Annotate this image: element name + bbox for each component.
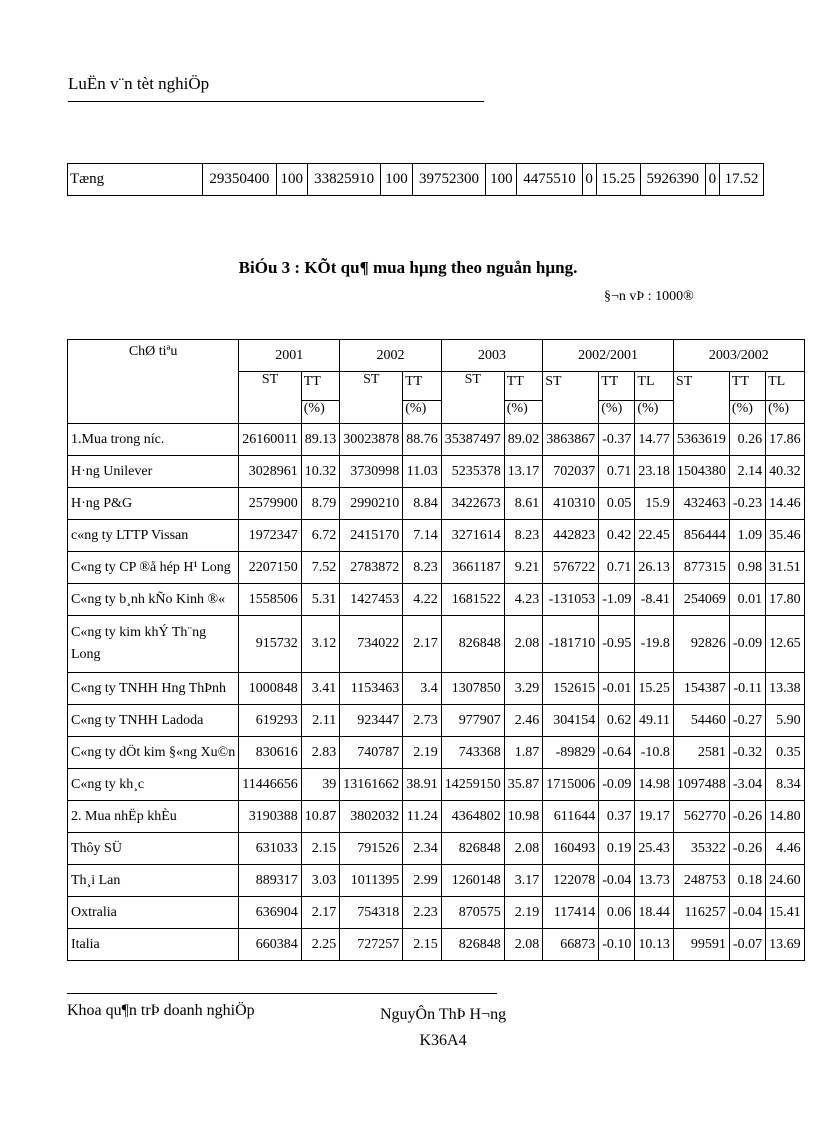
table-cell: 19.17 [635, 801, 674, 833]
footer-author [380, 1002, 506, 1054]
row-label: H·ng P&G [68, 488, 239, 520]
sub-tt: TT [301, 372, 340, 401]
table-cell: 25.43 [635, 833, 674, 865]
table-cell: 15.41 [766, 897, 805, 929]
sub-pct: (%) [301, 401, 340, 424]
table-cell: -0.10 [599, 929, 635, 961]
table-cell: -181710 [543, 616, 599, 673]
table-cell: 826848 [441, 616, 504, 673]
table-row [68, 488, 805, 520]
table-cell: 2.08 [504, 929, 543, 961]
table-cell: 791526 [340, 833, 403, 865]
table-caption: BiÓu 3 : KÕt qu¶ mua hµng theo nguån hµng. [238, 258, 578, 277]
table-cell: 2.17 [301, 897, 340, 929]
total-cell: 5926390 [640, 164, 705, 196]
table-cell: 2.08 [504, 616, 543, 673]
row-label: C«ng ty TNHH Ladoda [68, 705, 239, 737]
table-cell: 11.24 [403, 801, 442, 833]
table-cell: 0.26 [729, 424, 765, 456]
row-label: H·ng Unilever [68, 456, 239, 488]
table-cell: 727257 [340, 929, 403, 961]
sub-pct: (%) [766, 401, 805, 424]
row-header-label: ChØ tiªu [68, 340, 239, 424]
table-cell: 2.34 [403, 833, 442, 865]
table-cell: 14.46 [766, 488, 805, 520]
sub-pct: (%) [599, 401, 635, 424]
table-cell: 2581 [673, 737, 729, 769]
table-cell: 1.09 [729, 520, 765, 552]
table-cell: 1427453 [340, 584, 403, 616]
table-cell: 13161662 [340, 769, 403, 801]
table-cell: 14.77 [635, 424, 674, 456]
total-cell: 29350400 [203, 164, 277, 196]
table-cell: 562770 [673, 801, 729, 833]
author-name: NguyÔn ThÞ H¬ng [380, 1006, 507, 1023]
table-cell: 740787 [340, 737, 403, 769]
sub-tt: TT [729, 372, 765, 401]
total-cell: 17.52 [719, 164, 763, 196]
author-class: K36A4 [419, 1032, 467, 1049]
table-cell: 17.80 [766, 584, 805, 616]
table-cell: 304154 [543, 705, 599, 737]
table-cell: -0.27 [729, 705, 765, 737]
table-cell: 2.15 [301, 833, 340, 865]
table-row [68, 737, 805, 769]
table-cell: 2.14 [729, 456, 765, 488]
table-cell: 8.84 [403, 488, 442, 520]
header-divider [68, 101, 484, 102]
sub-tl: TL [635, 372, 674, 401]
table-cell: 35.46 [766, 520, 805, 552]
table-cell: 2.17 [403, 616, 442, 673]
table-cell: 923447 [340, 705, 403, 737]
table-cell: 2.08 [504, 833, 543, 865]
table-cell: 830616 [239, 737, 301, 769]
table-cell: -0.01 [599, 673, 635, 705]
table-cell: -0.09 [599, 769, 635, 801]
row-label: C«ng ty b¸nh kÑo Kinh ®« [68, 584, 239, 616]
table-cell: 1.87 [504, 737, 543, 769]
table-cell: 40.32 [766, 456, 805, 488]
table-cell: 14.98 [635, 769, 674, 801]
table-cell: 2.15 [403, 929, 442, 961]
table-cell: 0.35 [766, 737, 805, 769]
table-cell: -0.11 [729, 673, 765, 705]
row-label: c«ng ty LTTP Vissan [68, 520, 239, 552]
table-cell: 10.13 [635, 929, 674, 961]
table-row [68, 705, 805, 737]
table-cell: 9.21 [504, 552, 543, 584]
sub-st: ST [673, 372, 729, 424]
total-cell: 0 [705, 164, 719, 196]
table-cell: 3.12 [301, 616, 340, 673]
table-cell: 0.71 [599, 456, 635, 488]
footer-faculty: Khoa qu¶n trÞ doanh nghiÖp [67, 1002, 255, 1019]
table-cell: 35387497 [441, 424, 504, 456]
table-cell: 2415170 [340, 520, 403, 552]
table-cell: 26160011 [239, 424, 301, 456]
page-header-title: LuËn v¨n tèt nghiÖp [68, 74, 210, 93]
table-cell: 8.23 [504, 520, 543, 552]
table-cell: 92826 [673, 616, 729, 673]
table-cell: 1260148 [441, 865, 504, 897]
table-cell: 442823 [543, 520, 599, 552]
table-cell: 122078 [543, 865, 599, 897]
table-cell: 0.42 [599, 520, 635, 552]
table-cell: 2990210 [340, 488, 403, 520]
table-cell: 754318 [340, 897, 403, 929]
table-cell: 915732 [239, 616, 301, 673]
table-cell: 889317 [239, 865, 301, 897]
table-cell: 4364802 [441, 801, 504, 833]
table-cell: 2783872 [340, 552, 403, 584]
table-cell: 26.13 [635, 552, 674, 584]
table-cell: 10.32 [301, 456, 340, 488]
table-cell: 0.37 [599, 801, 635, 833]
footer-divider [67, 993, 497, 994]
table-row [68, 520, 805, 552]
table-cell: 4.22 [403, 584, 442, 616]
table-row [68, 833, 805, 865]
table-cell: 877315 [673, 552, 729, 584]
table-cell: 5363619 [673, 424, 729, 456]
table-cell: 1011395 [340, 865, 403, 897]
year-2002: 2002 [340, 340, 442, 372]
table-cell: 17.86 [766, 424, 805, 456]
table-cell: 0.18 [729, 865, 765, 897]
table-cell: 14259150 [441, 769, 504, 801]
row-label: C«ng ty TNHH Hng ThÞnh [68, 673, 239, 705]
table-cell: 2.19 [504, 897, 543, 929]
purchase-results-table [67, 339, 805, 961]
row-label: 1.Mua trong níc. [68, 424, 239, 456]
total-cell: 4475510 [517, 164, 582, 196]
table-cell: 611644 [543, 801, 599, 833]
table-cell: 0.71 [599, 552, 635, 584]
table-cell: -0.04 [729, 897, 765, 929]
table-row [68, 897, 805, 929]
table-cell: 3.29 [504, 673, 543, 705]
table-cell: 23.18 [635, 456, 674, 488]
table-cell: 3863867 [543, 424, 599, 456]
table-cell: -19.8 [635, 616, 674, 673]
table-cell: 8.34 [766, 769, 805, 801]
table-cell: -131053 [543, 584, 599, 616]
row-label: Thôy SÜ [68, 833, 239, 865]
table-cell: 0.06 [599, 897, 635, 929]
table-cell: -0.26 [729, 833, 765, 865]
table-cell: 99591 [673, 929, 729, 961]
table-cell: 2.46 [504, 705, 543, 737]
sub-pct: (%) [403, 401, 442, 424]
table-cell: 3661187 [441, 552, 504, 584]
table-cell: -0.32 [729, 737, 765, 769]
sub-tl: TL [766, 372, 805, 401]
table-cell: 1504380 [673, 456, 729, 488]
table-cell: 3.41 [301, 673, 340, 705]
table-cell: 7.52 [301, 552, 340, 584]
table-cell: 0.05 [599, 488, 635, 520]
table-cell: 152615 [543, 673, 599, 705]
table-cell: 2.11 [301, 705, 340, 737]
table-cell: 4.46 [766, 833, 805, 865]
sub-pct: (%) [729, 401, 765, 424]
table-cell: 3802032 [340, 801, 403, 833]
table-cell: 1558506 [239, 584, 301, 616]
table-cell: 3.17 [504, 865, 543, 897]
table-cell: -0.95 [599, 616, 635, 673]
row-label: C«ng ty dÖt kim §«ng Xu©n [68, 737, 239, 769]
row-label: C«ng ty kh¸c [68, 769, 239, 801]
table-cell: 1972347 [239, 520, 301, 552]
table-cell: 856444 [673, 520, 729, 552]
table-cell: 35322 [673, 833, 729, 865]
table-row [68, 673, 805, 705]
table-cell: 702037 [543, 456, 599, 488]
table-cell: 2579900 [239, 488, 301, 520]
row-label: C«ng ty CP ®å hép H¹ Long [68, 552, 239, 584]
table-cell: 22.45 [635, 520, 674, 552]
table-cell: 116257 [673, 897, 729, 929]
table-cell: 7.14 [403, 520, 442, 552]
table-cell: 24.60 [766, 865, 805, 897]
row-label: Th¸i Lan [68, 865, 239, 897]
table-cell: 2.83 [301, 737, 340, 769]
table-cell: 660384 [239, 929, 301, 961]
total-cell: 100 [486, 164, 517, 196]
sub-tt: TT [403, 372, 442, 401]
year-2003: 2003 [441, 340, 543, 372]
table-cell: 154387 [673, 673, 729, 705]
table-cell: 8.23 [403, 552, 442, 584]
table-cell: 3.03 [301, 865, 340, 897]
table-cell: 15.25 [635, 673, 674, 705]
sub-pct: (%) [635, 401, 674, 424]
table-cell: 410310 [543, 488, 599, 520]
table-cell: 5.90 [766, 705, 805, 737]
table-cell: 160493 [543, 833, 599, 865]
table-cell: 576722 [543, 552, 599, 584]
table-cell: -0.09 [729, 616, 765, 673]
table-cell: 11446656 [239, 769, 301, 801]
sub-st: ST [239, 372, 301, 424]
table-cell: 743368 [441, 737, 504, 769]
table-cell: 0.62 [599, 705, 635, 737]
period-2002-2001: 2002/2001 [543, 340, 674, 372]
table-cell: 66873 [543, 929, 599, 961]
table-cell: 89.02 [504, 424, 543, 456]
table-cell: 2.99 [403, 865, 442, 897]
table-cell: 38.91 [403, 769, 442, 801]
table-cell: 432463 [673, 488, 729, 520]
table-cell: 1681522 [441, 584, 504, 616]
table-cell: 10.98 [504, 801, 543, 833]
table-cell: 49.11 [635, 705, 674, 737]
table-cell: 1097488 [673, 769, 729, 801]
table-row [68, 552, 805, 584]
total-cell: 33825910 [307, 164, 381, 196]
table-cell: 13.73 [635, 865, 674, 897]
table-cell: 0.01 [729, 584, 765, 616]
table-cell: 3190388 [239, 801, 301, 833]
table-row [68, 929, 805, 961]
table-cell: 89.13 [301, 424, 340, 456]
table-cell: -0.04 [599, 865, 635, 897]
table-cell: 117414 [543, 897, 599, 929]
table-cell: 8.61 [504, 488, 543, 520]
table-cell: 826848 [441, 833, 504, 865]
table-row [68, 424, 805, 456]
table-cell: 1000848 [239, 673, 301, 705]
table-cell: 1307850 [441, 673, 504, 705]
table-cell: 8.79 [301, 488, 340, 520]
total-cell: 100 [381, 164, 412, 196]
sub-st: ST [543, 372, 599, 424]
table-cell: -1.09 [599, 584, 635, 616]
table-cell: 1153463 [340, 673, 403, 705]
table-cell: 18.44 [635, 897, 674, 929]
total-cell: 100 [276, 164, 307, 196]
table-cell: 3730998 [340, 456, 403, 488]
table-cell: -0.64 [599, 737, 635, 769]
year-2001: 2001 [239, 340, 340, 372]
row-label: Italia [68, 929, 239, 961]
table-cell: 11.03 [403, 456, 442, 488]
table-cell: -3.04 [729, 769, 765, 801]
table-cell: -0.07 [729, 929, 765, 961]
table-cell: 2207150 [239, 552, 301, 584]
sub-st: ST [340, 372, 403, 424]
table-cell: -89829 [543, 737, 599, 769]
table-cell: 3.4 [403, 673, 442, 705]
period-2003-2002: 2003/2002 [673, 340, 804, 372]
table-cell: 35.87 [504, 769, 543, 801]
table-cell: 2.19 [403, 737, 442, 769]
table-row [68, 769, 805, 801]
table-cell: 39 [301, 769, 340, 801]
table-cell: 5.31 [301, 584, 340, 616]
table-cell: 2.25 [301, 929, 340, 961]
sub-tt: TT [599, 372, 635, 401]
table-cell: 30023878 [340, 424, 403, 456]
total-row-table [67, 163, 764, 196]
table-cell: 636904 [239, 897, 301, 929]
table-cell: 6.72 [301, 520, 340, 552]
total-cell: 0 [582, 164, 596, 196]
table-cell: 13.69 [766, 929, 805, 961]
sub-pct: (%) [504, 401, 543, 424]
row-label: C«ng ty kim khÝ Th¨ng Long [68, 616, 239, 673]
table-cell: -0.26 [729, 801, 765, 833]
table-cell: 13.38 [766, 673, 805, 705]
table-cell: 3028961 [239, 456, 301, 488]
table-cell: -8.41 [635, 584, 674, 616]
table-cell: 10.87 [301, 801, 340, 833]
year-header-row [68, 340, 805, 372]
table-row [68, 584, 805, 616]
sub-tt: TT [504, 372, 543, 401]
table-cell: 2.23 [403, 897, 442, 929]
table-cell: 870575 [441, 897, 504, 929]
table-cell: -0.37 [599, 424, 635, 456]
table-row [68, 865, 805, 897]
table-row [68, 616, 805, 673]
table-body [68, 424, 805, 961]
table-cell: 31.51 [766, 552, 805, 584]
table-cell: 254069 [673, 584, 729, 616]
unit-note: §¬n vÞ : 1000® [604, 289, 694, 304]
total-row [68, 164, 764, 196]
table-cell: 14.80 [766, 801, 805, 833]
row-label: 2. Mua nhËp khÈu [68, 801, 239, 833]
table-cell: 826848 [441, 929, 504, 961]
table-cell: 15.9 [635, 488, 674, 520]
table-cell: 248753 [673, 865, 729, 897]
total-cell: 15.25 [596, 164, 640, 196]
table-cell: 977907 [441, 705, 504, 737]
table-cell: -10.8 [635, 737, 674, 769]
table-cell: 734022 [340, 616, 403, 673]
table-cell: 631033 [239, 833, 301, 865]
table-cell: 13.17 [504, 456, 543, 488]
row-label: Oxtralia [68, 897, 239, 929]
total-cell: 39752300 [412, 164, 486, 196]
table-cell: 5235378 [441, 456, 504, 488]
table-cell: 2.73 [403, 705, 442, 737]
table-cell: -0.23 [729, 488, 765, 520]
table-cell: 3271614 [441, 520, 504, 552]
total-label: Tæng [68, 164, 203, 196]
table-cell: 4.23 [504, 584, 543, 616]
table-cell: 3422673 [441, 488, 504, 520]
table-cell: 1715006 [543, 769, 599, 801]
table-cell: 0.19 [599, 833, 635, 865]
table-cell: 54460 [673, 705, 729, 737]
table-row [68, 456, 805, 488]
sub-st: ST [441, 372, 504, 424]
table-row [68, 801, 805, 833]
table-cell: 88.76 [403, 424, 442, 456]
table-cell: 619293 [239, 705, 301, 737]
table-cell: 12.65 [766, 616, 805, 673]
table-cell: 0.98 [729, 552, 765, 584]
